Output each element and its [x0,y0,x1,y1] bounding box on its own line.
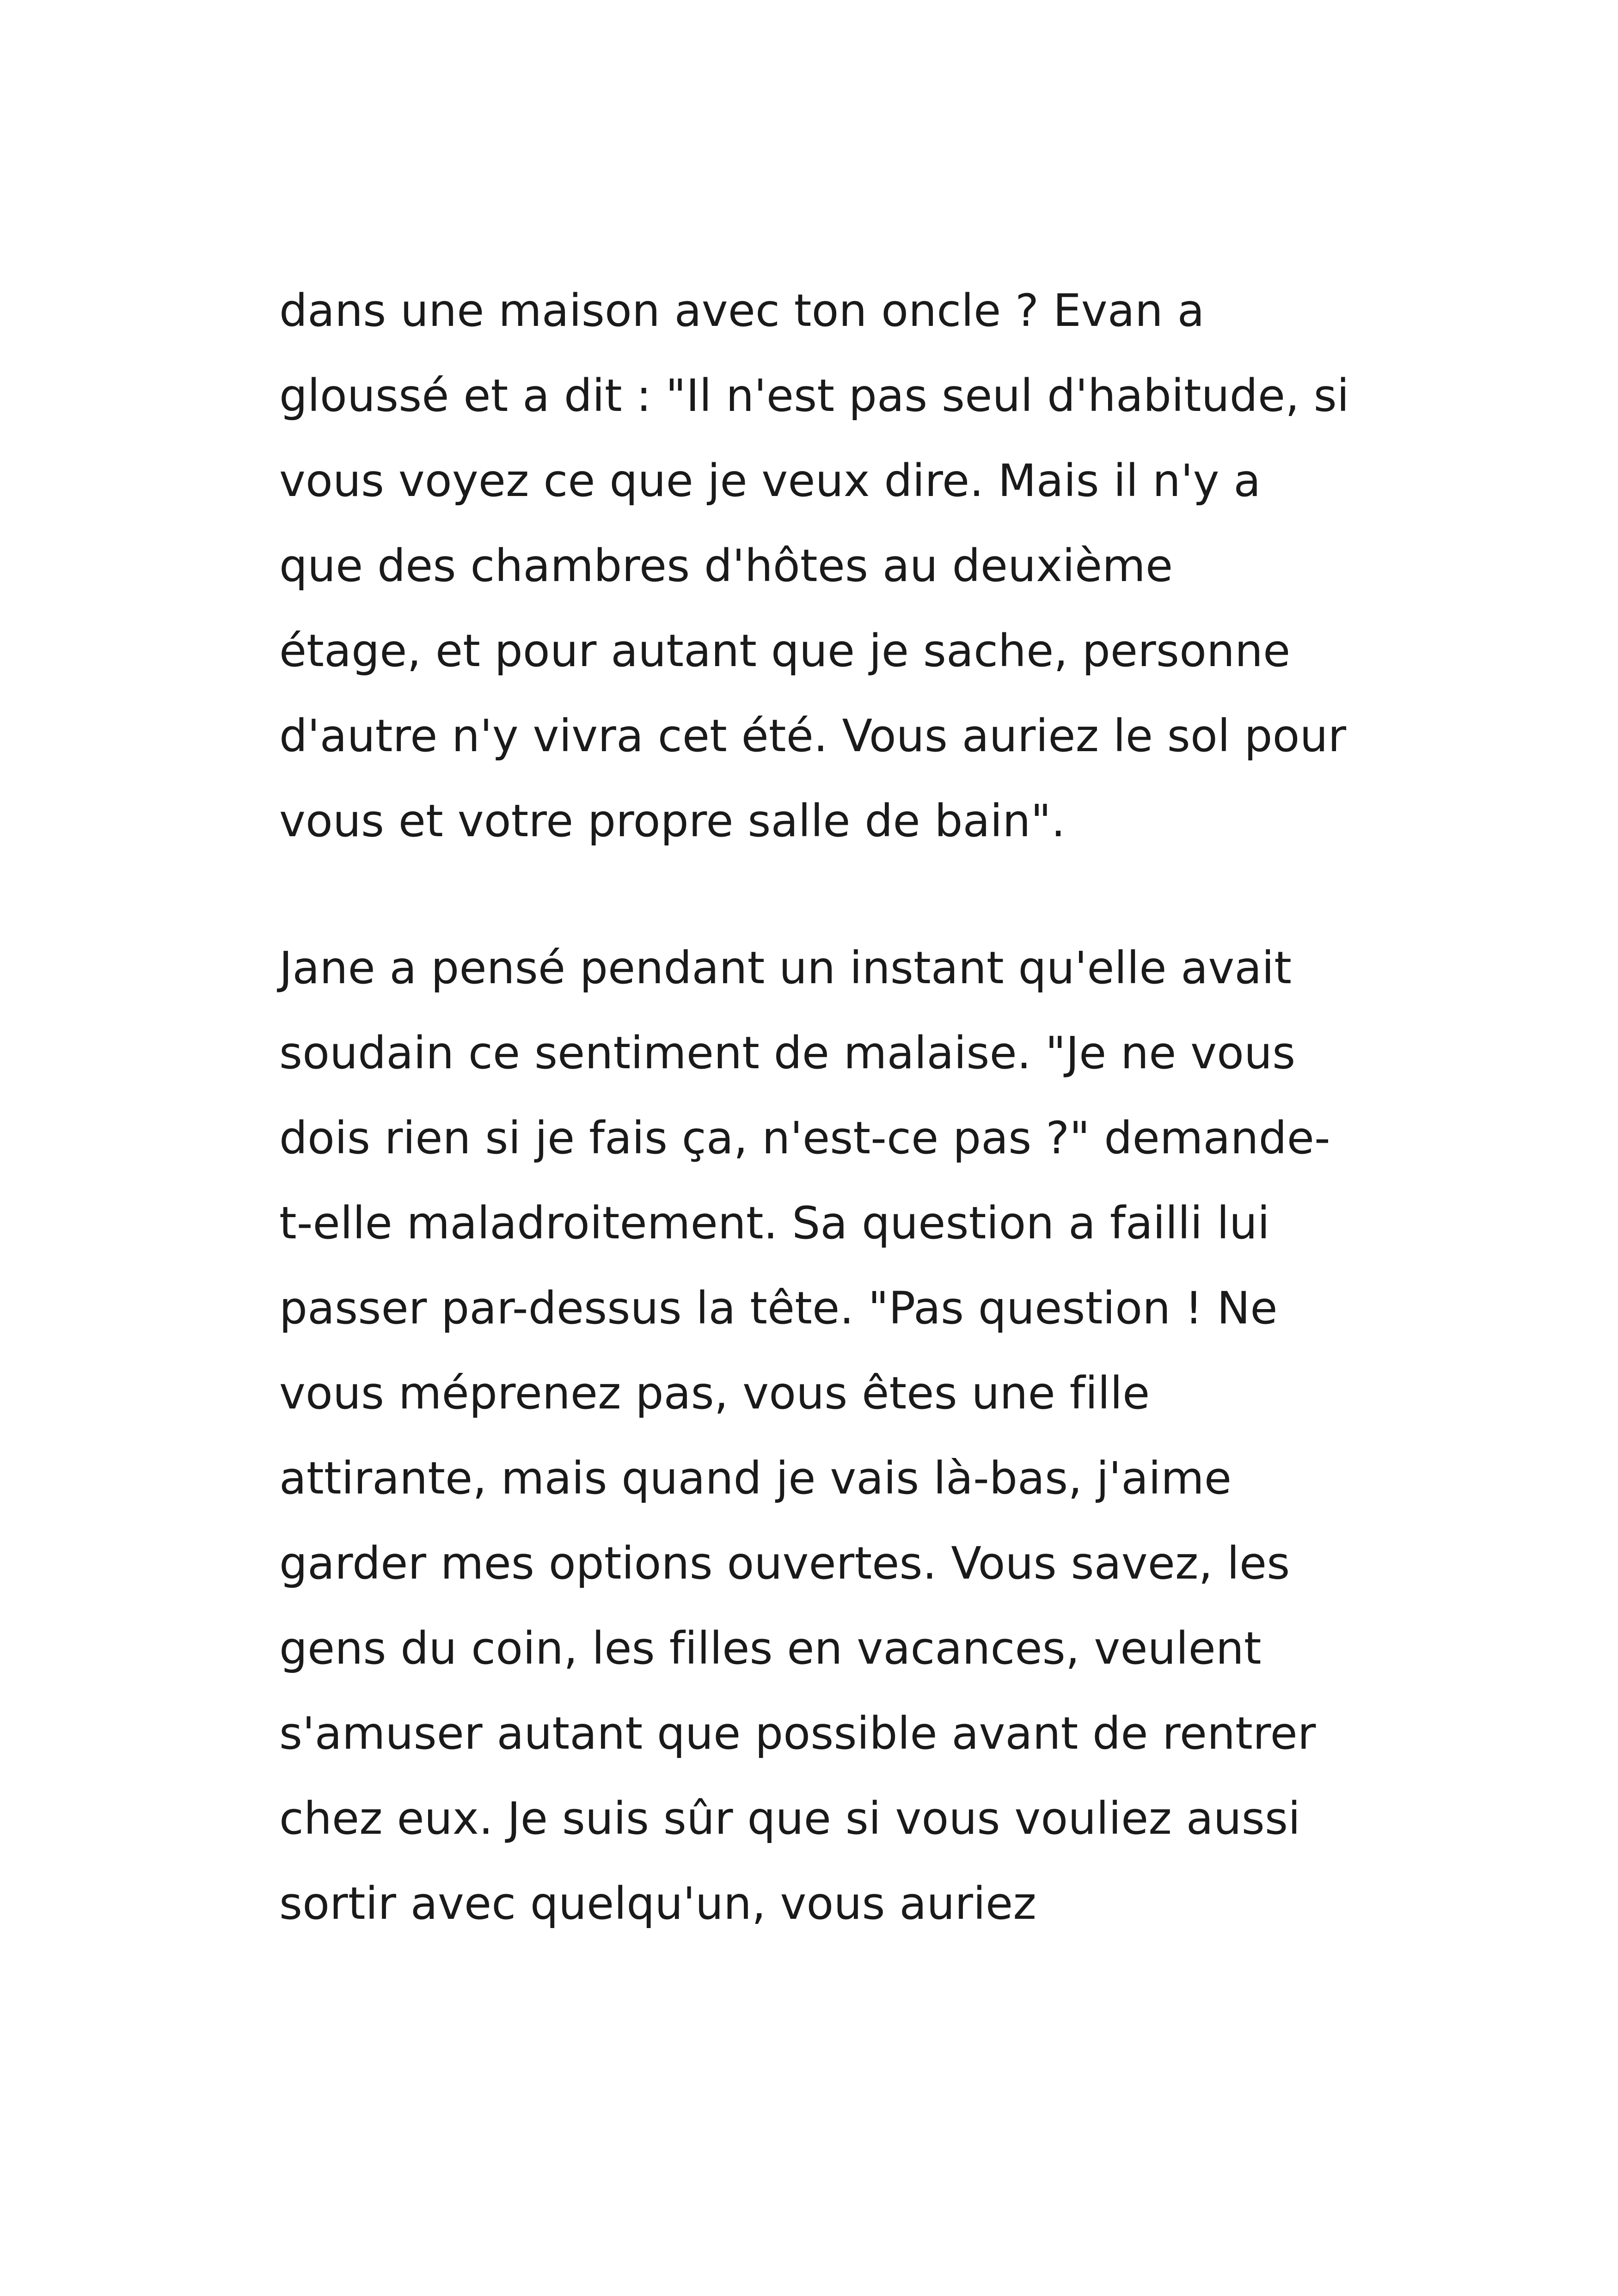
paragraph-2 [279,925,1389,1946]
text-line: que des chambres d'hôtes au deuxième [279,540,1173,592]
text-line: vous méprenez pas, vous êtes une fille [279,1367,1150,1419]
text-line: gloussé et a dit : "Il n'est pas seul d'habitude, si [279,370,1349,422]
text-line: étage, et pour autant que je sache, personne [279,625,1291,677]
text-line: t-elle maladroitement. Sa question a failli lui [279,1197,1270,1249]
text-line: sortir avec quelqu'un, vous auriez [279,1878,1036,1929]
text-line: soudain ce sentiment de malaise. "Je ne vous [279,1027,1296,1079]
text-line: Jane a pensé pendant un instant qu'elle avait [279,942,1292,994]
text-line: chez eux. Je suis sûr que si vous vouliez aussi [279,1793,1301,1844]
text-line: attirante, mais quand je vais là-bas, j'aime [279,1452,1232,1504]
text-line: vous et votre propre salle de bain". [279,795,1066,847]
body-text [279,268,1389,1946]
text-line: vous voyez ce que je veux dire. Mais il n'y a [279,455,1261,507]
text-line: garder mes options ouvertes. Vous savez, les [279,1537,1290,1589]
paragraph-1 [279,268,1389,863]
text-line: d'autre n'y vivra cet été. Vous auriez le sol pour [279,710,1347,762]
text-line: s'amuser autant que possible avant de rentrer [279,1708,1316,1759]
text-line: passer par-dessus la tête. "Pas question ! Ne [279,1282,1278,1334]
text-line: dois rien si je fais ça, n'est-ce pas ?" demande- [279,1112,1330,1164]
text-line: gens du coin, les filles en vacances, veulent [279,1623,1262,1674]
text-line: dans une maison avec ton oncle ? Evan a [279,285,1205,337]
